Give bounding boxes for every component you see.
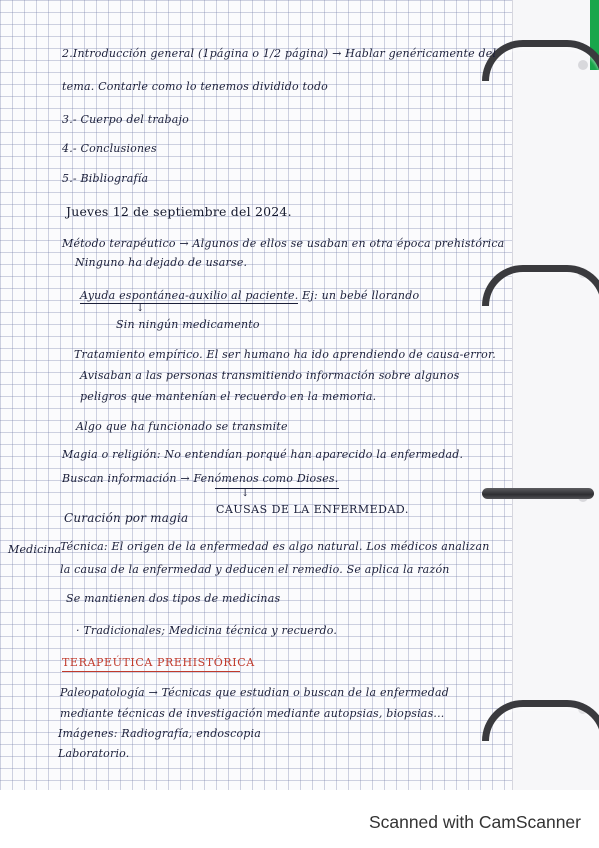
note-imagen: Imágenes: Radiografía, endoscopia — [58, 727, 262, 740]
note-tradicionales: · Tradicionales; Medicina técnica y recuerdo. — [76, 624, 338, 637]
arrow-down-icon: ↓ — [241, 488, 250, 499]
note-magia: Magia o religión: No entendían porqué han aparecido la enfermedad. — [62, 448, 464, 461]
note-paleo: Paleopatología → Técnicas que estudian o buscan de la enfermedad — [60, 686, 449, 699]
note-tecnica: Técnica: El origen de la enfermedad es algo natural. Los médicos analizan — [60, 540, 490, 553]
note-intro: 2.Introducción general (1página o 1/2 página) → Hablar genéricamente del — [62, 47, 497, 60]
note-causas: CAUSAS DE LA ENFERMEDAD. — [216, 503, 409, 516]
note-tecnica-2: la causa de la enfermedad y deducen el remedio. Se aplica la razón — [60, 563, 450, 576]
note-intro-cont: tema. Contarle como lo tenemos dividido todo — [62, 80, 329, 93]
note-date: Jueves 12 de septiembre del 2024. — [66, 204, 292, 219]
binder-ring-3 — [482, 488, 594, 499]
note-magia-2: Buscan información → Fenómenos como Dioses. — [62, 472, 339, 485]
note-ayuda-cont: Sin ningún medicamento — [116, 318, 260, 331]
note-ayuda: Ayuda espontánea-auxilio al paciente. Ej: un bebé llorando — [80, 289, 420, 302]
binder-ring-2 — [482, 265, 599, 306]
note-curacion: Curación por magia — [64, 511, 189, 525]
heading-underline — [62, 671, 240, 672]
camscanner-watermark: Scanned with CamScanner — [368, 812, 581, 832]
note-tratamiento: Tratamiento empírico. El ser humano ha ido aprendiendo de causa-error. — [74, 348, 496, 361]
note-terapeutica-heading: TERAPEÚTICA PREHISTÓRICA — [62, 656, 255, 669]
underline — [215, 488, 339, 489]
note-bibliografia: 5.- Bibliografía — [62, 172, 149, 185]
arrow-down-icon: ↓ — [136, 303, 145, 314]
note-laboratorio: Laboratorio. — [58, 747, 130, 760]
page-margin — [512, 0, 599, 790]
note-tratamiento-3: peligros que mantenían el recuerdo en la memoria. — [80, 390, 377, 403]
note-conclusiones: 4.- Conclusiones — [62, 142, 157, 155]
note-cuerpo: 3.- Cuerpo del trabajo — [62, 113, 189, 126]
note-metodo-cont: Ninguno ha dejado de usarse. — [75, 256, 248, 269]
underline — [80, 303, 298, 304]
note-tratamiento-2: Avisaban a las personas transmitiendo información sobre algunos — [80, 369, 460, 382]
note-tecnica-margin: Medicina — [8, 543, 62, 556]
binder-ring-4 — [482, 700, 599, 741]
note-algo: Algo que ha funcionado se transmite — [76, 420, 288, 433]
note-tipos: Se mantienen dos tipos de medicinas — [66, 592, 281, 605]
scanner-footer — [0, 790, 599, 848]
note-paleo-2: mediante técnicas de investigación mediante autopsias, biopsias... — [60, 707, 445, 720]
binder-ring-1 — [482, 40, 599, 81]
note-metodo: Método terapéutico → Algunos de ellos se usaban en otra época prehistórica — [62, 237, 505, 250]
